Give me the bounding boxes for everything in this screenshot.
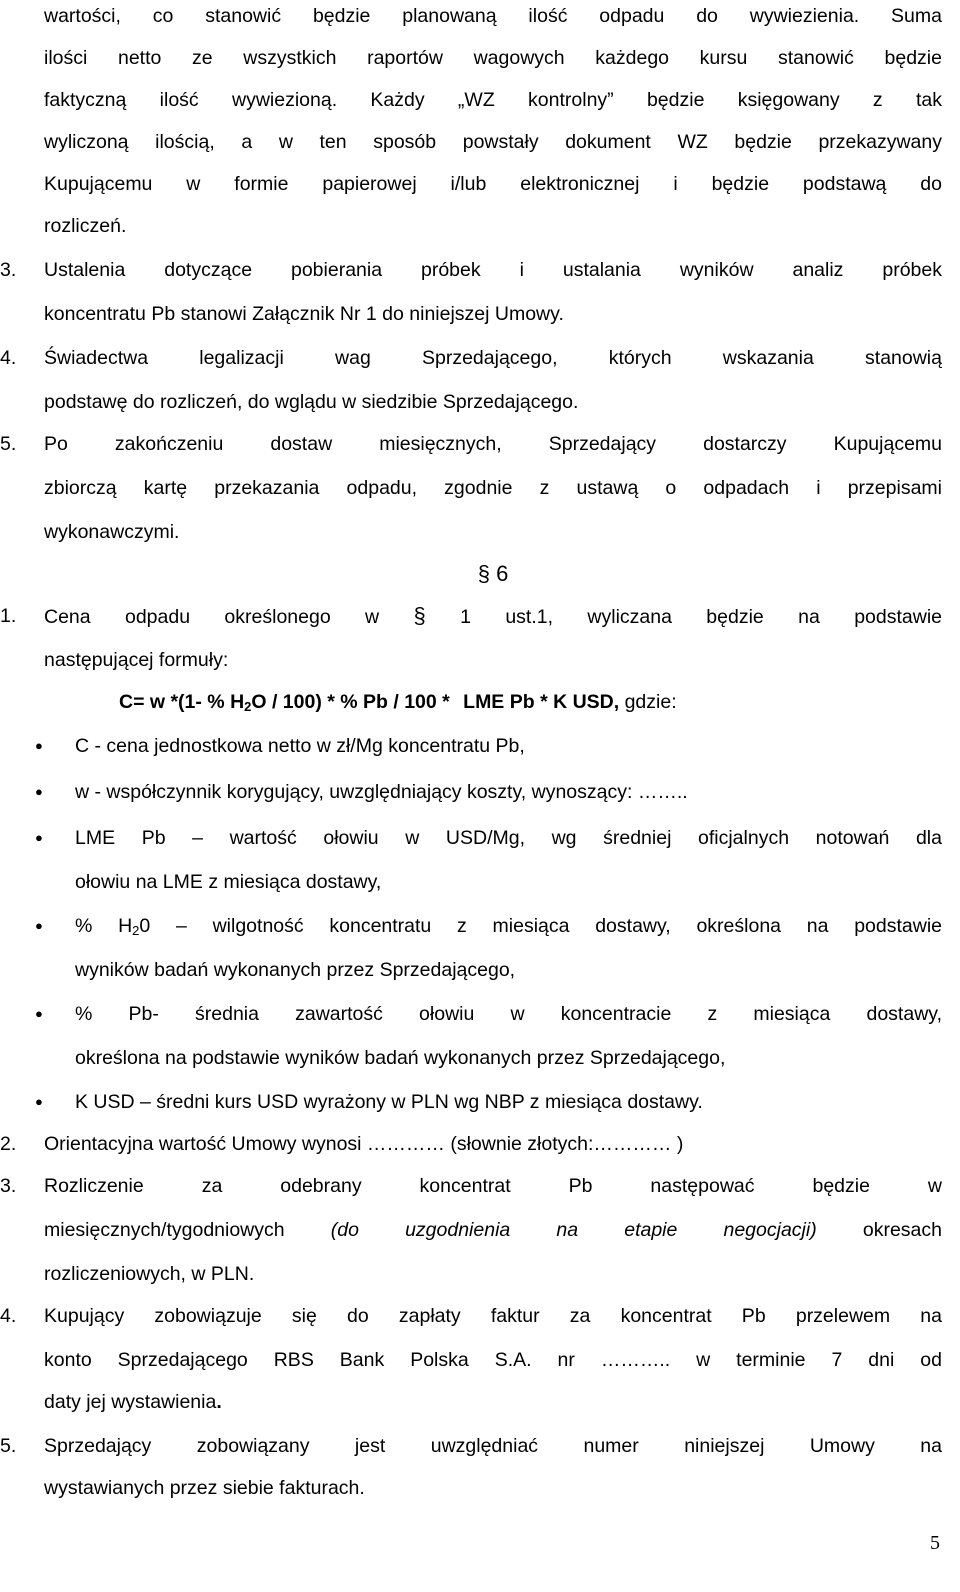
list-text: 1 ust.1, wyliczana będzie na podstawie (460, 606, 943, 628)
section-number: 6 (496, 561, 509, 586)
bullet-icon: ● (35, 738, 43, 753)
list-item-5-cont: zbiorczą kartę przekazania odpadu, zgodnie z ustawą o odpadach i przepisami (44, 477, 942, 499)
paragraph-line: ilości netto ze wszystkich raportów wagowych każdego kursu stanowić będzie (44, 47, 942, 69)
section-item-4-cont: konto Sprzedającego RBS Bank Polska S.A. nr ……….. w terminie 7 dni od (44, 1349, 942, 1371)
bullet-item-cont: określona na podstawie wyników badań wykonanych przez Sprzedającego, (75, 1047, 726, 1069)
list-item-4-cont: podstawę do rozliczeń, do wglądu w siedzibie Sprzedającego. (44, 391, 579, 413)
list-text: okresach (816, 1219, 942, 1241)
section-item-5 (0, 1434, 942, 1458)
bullet-text: K USD – średni kurs USD wyrażony w PLN wg NBP z miesiąca dostawy. (75, 1091, 703, 1113)
bullet-item (35, 1090, 942, 1114)
section-item-4-cont (44, 1390, 942, 1414)
section-mark: § (413, 603, 426, 628)
list-item-4 (0, 346, 942, 370)
bullet-subscript: 2 (132, 923, 140, 938)
bullet-text: 0 – wilgotność koncentratu z miesiąca dostawy, określona na podstawie (139, 915, 942, 937)
paragraph-line: Kupującemu w formie papierowej i/lub elektronicznej i będzie podstawą do (44, 173, 942, 195)
section-item-3-cont: rozliczeniowych, w PLN. (44, 1263, 255, 1285)
bullet-item (35, 1002, 942, 1026)
formula-part: gdzie: (619, 691, 677, 713)
list-text: Orientacyjna wartość Umowy wynosi ………… (słownie złotych:………… ) (44, 1133, 684, 1155)
list-text-bold: . (216, 1391, 222, 1413)
list-text: Po zakończeniu dostaw miesięcznych, Sprzedający dostarczy Kupującemu (44, 433, 942, 455)
bullet-item (35, 734, 942, 758)
list-number: 2. (0, 1133, 17, 1155)
list-item-5 (0, 432, 942, 456)
bullet-item-cont: wyników badań wykonanych przez Sprzedającego, (75, 959, 516, 981)
bullet-item (35, 826, 942, 850)
section-item-1 (0, 603, 943, 629)
section-item-3 (0, 1174, 942, 1198)
bullet-text: C - cena jednostkowa netto w zł/Mg koncentratu Pb, (75, 735, 525, 757)
paragraph-line: wyliczoną ilością, a w ten sposób powstały dokument WZ będzie przekazywany (44, 131, 942, 153)
bullet-icon: ● (35, 1006, 43, 1021)
formula-subscript: 2 (244, 699, 252, 714)
list-text: Świadectwa legalizacji wag Sprzedającego, których wskazania stanowią (44, 347, 942, 369)
section-heading (44, 562, 942, 586)
paragraph-line: wartości, co stanowić będzie planowaną ilość odpadu do wywiezienia. Suma (44, 5, 942, 27)
section-mark: § (477, 561, 490, 586)
bullet-text: w - współczynnik korygujący, uwzględniający koszty, wynoszący: …….. (75, 781, 688, 803)
formula-part: LME Pb * K USD, (463, 691, 620, 713)
formula-part: C= w *(1- % H (119, 691, 245, 713)
list-text: miesięcznych/tygodniowych (44, 1219, 331, 1241)
bullet-icon: ● (35, 1094, 43, 1109)
list-number: 4. (0, 1305, 17, 1327)
paragraph-line: faktyczną ilość wywiezioną. Każdy „WZ kontrolny” będzie księgowany z tak (44, 89, 942, 111)
list-text: Kupujący zobowiązuje się do zapłaty faktur za koncentrat Pb przelewem na (44, 1305, 942, 1327)
section-item-5-cont: wystawianych przez siebie fakturach. (44, 1477, 365, 1499)
list-text: daty jej wystawienia (44, 1391, 217, 1413)
list-item-3-cont: koncentratu Pb stanowi Załącznik Nr 1 do niniejszej Umowy. (44, 303, 564, 325)
price-formula (119, 690, 960, 714)
list-text: Ustalenia dotyczące pobierania próbek i ustalania wyników analiz próbek (44, 259, 942, 281)
list-text: Cena odpadu określonego w (44, 606, 380, 628)
section-item-4 (0, 1304, 942, 1328)
list-text-italic: (do uzgodnienia na etapie negocjacji) (330, 1219, 817, 1241)
bullet-icon: ● (35, 830, 43, 845)
formula-part: O / 100) * % Pb / 100 * (251, 691, 450, 713)
list-number: 1. (0, 605, 17, 627)
list-text: Rozliczenie za odebrany koncentrat Pb następować będzie w (44, 1175, 942, 1197)
section-item-3-cont (44, 1218, 942, 1242)
bullet-text: % H (75, 915, 133, 937)
bullet-item (35, 914, 942, 938)
list-number: 5. (0, 433, 17, 455)
bullet-icon: ● (35, 918, 43, 933)
page-number: 5 (930, 1532, 940, 1554)
paragraph-line: rozliczeń. (44, 215, 127, 237)
bullet-icon: ● (35, 784, 43, 799)
bullet-text: % Pb- średnia zawartość ołowiu w koncentracie z miesiąca dostawy, (75, 1003, 942, 1025)
list-item-5-cont: wykonawczymi. (44, 521, 180, 543)
list-number: 3. (0, 1175, 17, 1197)
bullet-item (35, 780, 942, 804)
list-number: 5. (0, 1435, 17, 1457)
list-item-3 (0, 258, 942, 282)
list-number: 3. (0, 259, 17, 281)
section-item-1-cont: następującej formuły: (44, 649, 229, 671)
bullet-item-cont: ołowiu na LME z miesiąca dostawy, (75, 871, 382, 893)
bullet-text: LME Pb – wartość ołowiu w USD/Mg, wg średniej oficjalnych notowań dla (75, 827, 942, 849)
section-item-2 (0, 1132, 942, 1156)
list-number: 4. (0, 347, 17, 369)
list-text: Sprzedający zobowiązany jest uwzględniać numer niniejszej Umowy na (44, 1435, 942, 1457)
